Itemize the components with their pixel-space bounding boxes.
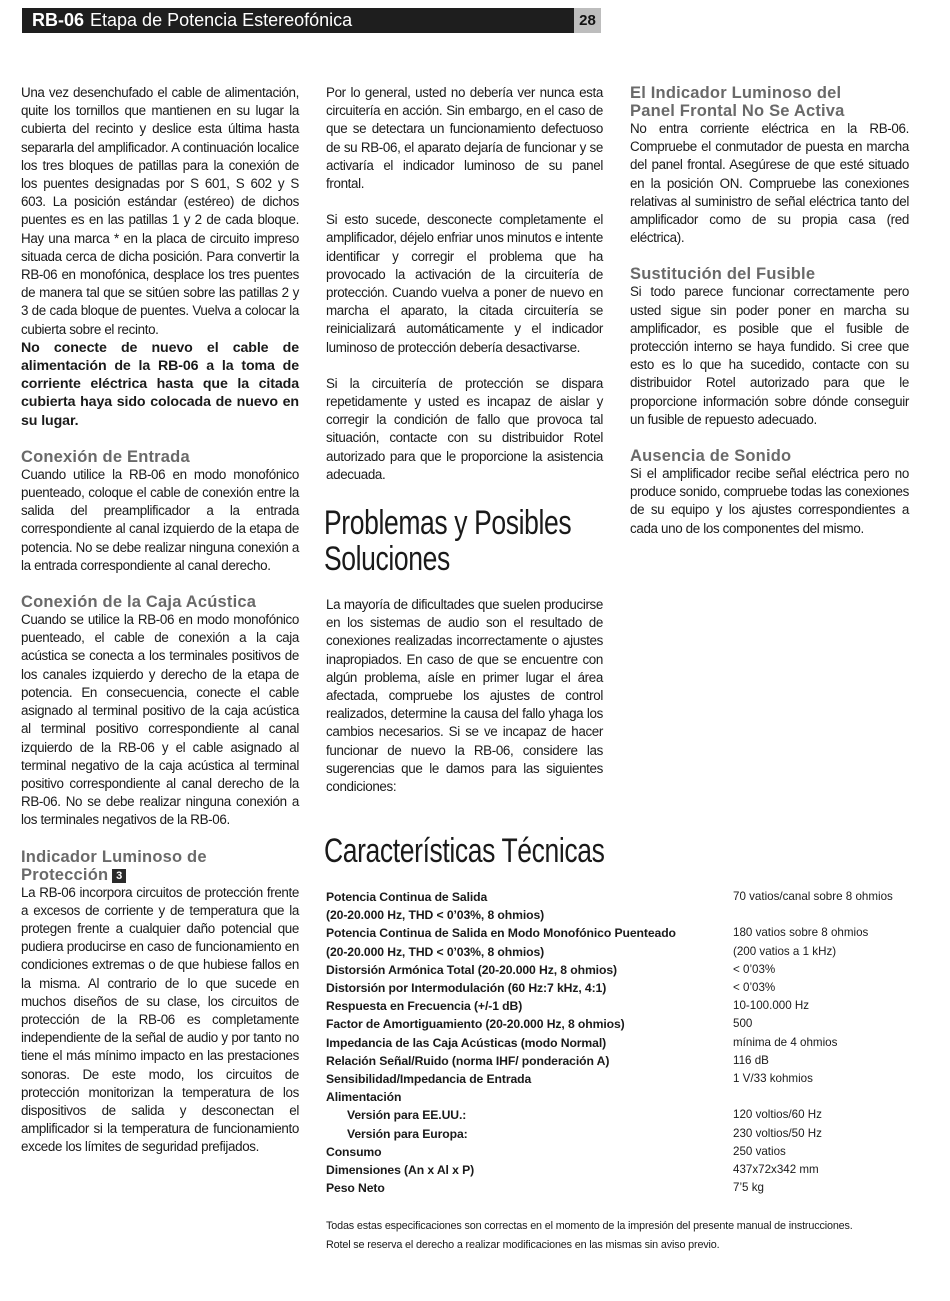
spec-label: Potencia Continua de Salida en Modo Monofónico Puenteado — [326, 926, 676, 941]
spec-label: Potencia Continua de Salida — [326, 890, 488, 904]
header-bar — [22, 8, 574, 33]
spec-row — [326, 943, 926, 961]
front-indicator-heading-line2: Panel Frontal No Se Activa — [630, 102, 845, 120]
protection-reset-paragraph: Si esto sucede, desconecte completamente el amplificador, déjelo enfriar unos minutos e intente identificar y corregir el problema que ha provocado la activación de la circuitería de protección. Cuando vuelva a poner de nuevo en marcha el aparato, la citada circuitería se reinicializará automáticamente y el indicador luminoso de protección debería desactivarse. — [326, 212, 603, 355]
spec-row — [326, 979, 926, 997]
spec-value: < 0’03% — [733, 981, 776, 995]
spec-row — [326, 1161, 926, 1179]
spec-label: Factor de Amortiguamiento (20-20.000 Hz, 8 ohmios) — [326, 1017, 625, 1032]
front-indicator-text: No entra corriente eléctrica en la RB-06. Compruebe el conmutador de puesta en marcha del panel frontal. Asegúrese de que esté situado en la posición ON. Compruebe las conexiones relativas al suministro de señal eléctrica tanto del amplificador como de su propia casa (red eléctrica). — [630, 121, 909, 246]
protection-text: La RB-06 incorpora circuitos de protección frente a excesos de corriente y de temperatura que la protegen frente a cualquier daño potencial que pudiera producirse en caso de funcionamiento en condiciones extremas o de que hubiese fallos en la misma. Al contrario de lo que sucede en muchos diseños de su clase, los circuitos de protección de la RB-06 es completamente independiente de la señal de audio y por tanto no tiene el más mínimo impacto en las prestaciones sonoras. De este modo, los circuitos de protección monitorizan la temperatura de los dispositivos de salida y desconectan el amplificador si la temperatura de funcionamiento excede los límites de seguridad prefijados. — [21, 884, 299, 1155]
spec-row — [326, 1052, 926, 1070]
column-left — [21, 84, 299, 1157]
spec-label: Alimentación — [326, 1090, 402, 1105]
spec-value: 7’5 kg — [733, 1181, 764, 1195]
spec-label: (20-20.000 Hz, THD < 0’03%, 8 ohmios) — [326, 944, 545, 959]
spec-row — [326, 888, 926, 906]
spec-value: 250 vatios — [733, 1144, 786, 1158]
fuse-text: Si todo parece funcionar correctamente pero usted sigue sin poder poner en marcha su amplificador, es posible que el fusible de protección interno se haya fundido. Si cree que esto es lo que ha sucedido, contacte con su distribuidor Rotel autorizado para que le proporcione información sobre dónde conseguir un fusible de repuesto adecuado. — [630, 284, 909, 427]
intro-paragraph: Una vez desenchufado el cable de alimentación, quite los tornillos que mantienen en su lugar la cubierta del recinto y deslice esta última hasta separarla del amplificador. A continuación localice los tres bloques de patillas para la conexión de los puentes designadas por S 601, S 602 y S 603. La posición estándar (estéreo) de dichos puentes es en las patillas 1 y 2 de cada bloque. Hay una marca * en la placa de circuito impreso situada cerca de dicha posición. Para convertir la RB-06 en monofónica, desplace los tres puentes de manera tal que se sitúen sobre las patillas 2 y 3 de cada bloque de puentes. Vuelva a colocar la cubierta sobre el recinto. — [21, 85, 299, 337]
page-header — [22, 8, 601, 33]
spec-value: 70 vatios/canal sobre 8 ohmios — [733, 890, 893, 903]
spec-row — [326, 924, 926, 942]
front-indicator-heading-line1: El Indicador Luminoso del — [630, 84, 842, 102]
spec-row — [326, 1143, 926, 1161]
spec-value — [733, 1088, 926, 1106]
protection-heading-line1: Indicador Luminoso de — [21, 847, 207, 866]
spec-value: < 0’03% — [733, 962, 776, 976]
figure-reference-badge: 3 — [112, 869, 126, 883]
problems-title — [324, 505, 605, 577]
spec-value: 500 — [733, 1017, 753, 1031]
problems-intro-text: La mayoría de dificultades que suelen producirse en los sistemas de audio son el resultado de conexiones realizadas incorrectamente o ajustes inapropiados. En caso de que se encuentre con algún problema, aísle en primer lugar el área afectada, compruebe los ajustes de control realizados, determine la causa del fallo yhaga los cambios necesarios. Si se ve incapaz de hacer funcionar de nuevo la RB-06, considere las sugerencias que le damos para las siguientes condiciones: — [326, 597, 603, 795]
spec-row — [326, 1070, 926, 1088]
spec-row — [326, 997, 926, 1015]
specs-title: Características Técnicas — [324, 832, 605, 870]
spec-row — [326, 1088, 926, 1106]
spec-value: mínima de 4 ohmios — [733, 1035, 838, 1049]
spec-label: Versión para Europa: — [347, 1126, 468, 1141]
protection-heading-line2: Protección — [21, 865, 109, 884]
spec-row — [326, 1106, 926, 1124]
spec-row — [326, 1015, 926, 1033]
spec-label: Relación Señal/Ruido (norma IHF/ ponderación A) — [326, 1053, 610, 1068]
column-right — [630, 84, 909, 538]
input-connection-heading: Conexión de Entrada — [21, 447, 190, 466]
spec-value: 230 voltios/50 Hz — [733, 1126, 822, 1140]
spec-label: Impedancia de las Caja Acústicas (modo Normal) — [326, 1035, 607, 1050]
spec-row — [326, 1034, 926, 1052]
spec-row — [326, 961, 926, 979]
spec-row — [326, 1179, 926, 1197]
spec-value: 437x72x342 mm — [733, 1163, 819, 1177]
spec-value: 1 V/33 kohmios — [733, 1072, 813, 1086]
footnote-line1: Todas estas especificaciones son correctas en el momento de la impresión del presente manual de instrucciones. — [326, 1220, 853, 1232]
spec-value: 116 dB — [733, 1053, 769, 1067]
problems-intro — [326, 596, 603, 796]
spec-label: (20-20.000 Hz, THD < 0’03%, 8 ohmios) — [326, 908, 545, 923]
problems-title-line2: Soluciones — [324, 540, 450, 578]
specs-table — [326, 888, 926, 1197]
spec-value: (200 vatios a 1 kHz) — [733, 944, 837, 958]
spec-label: Respuesta en Frecuencia (+/-1 dB) — [326, 999, 523, 1014]
problems-title-line1: Problemas y Posibles — [324, 504, 572, 542]
spec-row — [326, 906, 926, 924]
spec-label: Consumo — [326, 1144, 382, 1159]
protection-repeat-paragraph: Si la circuitería de protección se dispara repetidamente y usted es incapaz de aislar y corregir la condición de fallo que provoca tal situación, contacte con su distribuidor Rotel autorizado para que le proporcione la asistencia adecuada. — [326, 375, 603, 482]
column-middle — [326, 84, 603, 484]
spec-row — [326, 1125, 926, 1143]
no-sound-heading: Ausencia de Sonido — [630, 447, 792, 466]
fuse-heading: Sustitución del Fusible — [630, 265, 816, 284]
input-connection-text: Cuando utilice la RB-06 en modo monofónico puenteado, coloque el cable de conexión entre la salida del preamplificador a la entrada correspondiente al canal izquierdo de la etapa de potencia. No se debe realizar ninguna conexión a la entrada correspondiente al canal derecho. — [21, 466, 299, 573]
spec-label: Peso Neto — [326, 1181, 385, 1196]
speaker-connection-heading: Conexión de la Caja Acústica — [21, 593, 257, 612]
specs-footnote — [326, 1217, 906, 1254]
header-title: Etapa de Potencia Estereofónica — [90, 10, 353, 30]
front-indicator-heading — [630, 84, 909, 120]
model-name: RB-06 — [32, 10, 85, 30]
spec-label: Versión para EE.UU.: — [347, 1108, 467, 1123]
speaker-connection-text: Cuando se utilice la RB-06 en modo monofónico puenteado, el cable de conexión a la caja acústica se conecta a los terminales positivos de los canales izquierdo y derecho de la etapa de potencia. En consecuencia, conecte el cable asignado al terminal positivo de la caja acústica al terminal positivo correspondiente al canal izquierdo de la RB-06 y el cable asignado al terminal negativo de la caja acústica al terminal positivo correspondiente al canal derecho de la RB-06. No se debe realizar ninguna conexión a los terminales negativos de la RB-06. — [21, 612, 299, 828]
warning-paragraph: No conecte de nuevo el cable de alimentación de la RB-06 a la toma de corriente eléctrica hasta que la citada cubierta haya sido colocada de nuevo en su lugar. — [21, 339, 299, 429]
protection-heading — [21, 848, 299, 884]
no-sound-text: Si el amplificador recibe señal eléctrica pero no produce sonido, compruebe todas las conexiones de su equipo y los ajustes correspondientes a cada uno de los componentes del mismo. — [630, 466, 909, 536]
spec-value: 120 voltios/60 Hz — [733, 1108, 822, 1122]
footnote-line2: Rotel se reserva el derecho a realizar modificaciones en las mismas sin aviso previo. — [326, 1238, 720, 1251]
spec-label: Sensibilidad/Impedancia de Entrada — [326, 1072, 532, 1087]
spec-value: 10-100.000 Hz — [733, 999, 810, 1013]
spec-value: 180 vatios sobre 8 ohmios — [733, 926, 869, 940]
spec-value — [733, 906, 926, 924]
spec-label: Distorsión por Intermodulación (60 Hz:7 kHz, 4:1) — [326, 981, 607, 996]
spec-label: Distorsión Armónica Total (20-20.000 Hz, 8 ohmios) — [326, 962, 617, 977]
protection-normal-paragraph: Por lo general, usted no debería ver nunca esta circuitería en acción. Sin embargo, en el caso de que se detectara un funcionamiento defectuoso de su RB-06, el aparato dejaría de funcionar y se activaría el indicador luminoso de su panel frontal. — [326, 85, 603, 192]
page-number: 28 — [574, 8, 601, 33]
spec-label: Dimensiones (An x Al x P) — [326, 1163, 475, 1178]
